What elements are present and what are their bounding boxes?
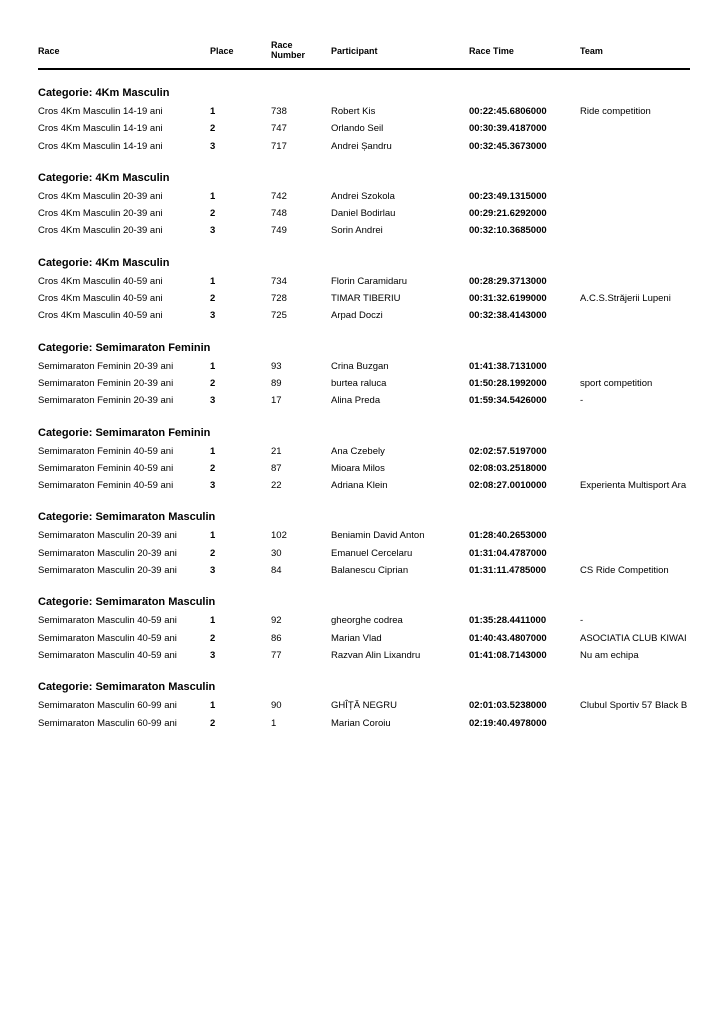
race-time-cell: 00:28:29.3713000 — [469, 275, 547, 287]
race-number-cell: 86 — [271, 632, 282, 644]
place-cell: 2 — [210, 462, 216, 474]
place-cell: 1 — [210, 106, 216, 117]
team-cell: A.C.S.Străjerii Lupeni — [580, 293, 671, 305]
category-title: Categorie: Semimaraton Feminin — [38, 426, 211, 439]
table-row — [38, 478, 690, 495]
race-number-cell: 90 — [271, 700, 282, 712]
race-number-cell: 749 — [271, 225, 287, 237]
participant-cell: gheorghe codrea — [331, 615, 403, 627]
team-cell: Clubul Sportiv 57 Black B — [580, 700, 688, 712]
participant-cell: Marian Coroiu — [331, 717, 391, 729]
race-time-cell: 02:01:03.5238000 — [469, 700, 547, 712]
race-cell: Cros 4Km Masculin 40-59 ani — [38, 293, 163, 305]
participant-cell: Razvan Alin Lixandru — [331, 649, 421, 661]
place-cell: 3 — [210, 310, 216, 322]
race-time-cell: 01:35:28.4411000 — [469, 615, 547, 627]
table-row — [38, 444, 690, 461]
category-group — [38, 256, 690, 326]
place-cell: 2 — [210, 547, 216, 559]
team-cell: sport competition — [580, 377, 653, 389]
race-number-cell: 30 — [271, 547, 282, 559]
team-cell: Nu am echipa — [580, 649, 639, 661]
header-participant: Participant — [331, 46, 378, 56]
race-cell: Semimaraton Feminin 20-39 ani — [38, 377, 174, 389]
place-cell: 3 — [210, 649, 216, 661]
race-number-cell: 717 — [271, 140, 287, 152]
results-list — [38, 84, 690, 748]
category-group — [38, 510, 690, 580]
race-time-cell: 01:41:38.7131000 — [469, 360, 547, 372]
place-cell: 3 — [210, 140, 216, 152]
table-header — [38, 36, 690, 70]
race-number-cell: 738 — [271, 106, 287, 117]
table-row — [38, 359, 690, 376]
race-time-cell: 02:19:40.4978000 — [469, 717, 547, 729]
race-time-cell: 00:32:45.3673000 — [469, 140, 547, 152]
header-race-number-line2: Number — [271, 50, 306, 60]
table-row — [38, 631, 690, 648]
team-cell: CS Ride Competition — [580, 565, 669, 577]
race-time-cell: 00:31:32.6199000 — [469, 293, 547, 305]
team-cell: Ride competition — [580, 106, 651, 117]
race-time-cell: 01:31:11.4785000 — [469, 565, 547, 577]
race-number-cell: 92 — [271, 615, 282, 627]
header-race-time: Race Time — [469, 46, 514, 56]
category-title: Categorie: Semimaraton Feminin — [38, 341, 211, 354]
participant-cell: Ana Czebely — [331, 445, 385, 457]
race-cell: Cros 4Km Masculin 40-59 ani — [38, 275, 163, 287]
place-cell: 1 — [210, 275, 216, 287]
race-cell: Semimaraton Feminin 40-59 ani — [38, 445, 174, 457]
race-time-cell: 00:30:39.4187000 — [469, 123, 547, 135]
category-title: Categorie: 4Km Masculin — [38, 87, 170, 99]
table-row — [38, 291, 690, 308]
race-cell: Cros 4Km Masculin 14-19 ani — [38, 123, 163, 135]
race-time-cell: 01:50:28.1992000 — [469, 377, 547, 389]
race-cell: Semimaraton Feminin 20-39 ani — [38, 360, 174, 372]
race-cell: Semimaraton Masculin 20-39 ani — [38, 565, 177, 577]
participant-cell: Adriana Klein — [331, 480, 388, 492]
team-cell: - — [580, 615, 584, 627]
table-row — [38, 528, 690, 545]
race-number-cell: 747 — [271, 123, 287, 135]
header-team: Team — [580, 46, 603, 56]
table-row — [38, 104, 690, 121]
race-cell: Cros 4Km Masculin 14-19 ani — [38, 106, 163, 117]
race-time-cell: 02:08:27.0010000 — [469, 480, 547, 492]
category-title: Categorie: 4Km Masculin — [38, 256, 170, 269]
place-cell: 2 — [210, 377, 216, 389]
participant-cell: Andrei Szokola — [331, 190, 395, 202]
table-row — [38, 563, 690, 580]
category-title: Categorie: Semimaraton Masculin — [38, 596, 216, 609]
race-cell: Semimaraton Masculin 40-59 ani — [38, 649, 177, 661]
category-title: Categorie: Semimaraton Masculin — [38, 681, 216, 694]
table-row — [38, 121, 690, 138]
header-race-number — [271, 40, 321, 60]
race-time-cell: 00:29:21.6292000 — [469, 208, 547, 220]
participant-cell: Crina Buzgan — [331, 360, 389, 372]
place-cell: 3 — [210, 225, 216, 237]
race-time-cell: 01:41:08.7143000 — [469, 649, 547, 661]
participant-cell: Daniel Bodirlau — [331, 208, 396, 220]
place-cell: 2 — [210, 123, 216, 135]
race-number-cell: 87 — [271, 462, 282, 474]
race-number-cell: 728 — [271, 293, 287, 305]
team-cell: Experienta Multisport Ara — [580, 480, 687, 492]
header-race: Race — [38, 46, 60, 56]
race-number-cell: 102 — [271, 530, 287, 542]
participant-cell: Arpad Doczi — [331, 310, 383, 322]
participant-cell: Andrei Șandru — [331, 140, 392, 152]
race-number-cell: 17 — [271, 395, 282, 407]
category-group — [38, 341, 690, 411]
header-race-number-line1: Race — [271, 40, 293, 50]
participant-cell: TIMAR TIBERIU — [331, 293, 401, 305]
team-cell: - — [580, 395, 584, 407]
participant-cell: Florin Caramidaru — [331, 275, 408, 287]
table-row — [38, 189, 690, 206]
race-cell: Cros 4Km Masculin 20-39 ani — [38, 225, 163, 237]
race-cell: Semimaraton Masculin 60-99 ani — [38, 700, 177, 712]
table-row — [38, 546, 690, 563]
team-cell: ASOCIATIA CLUB KIWAI — [580, 632, 687, 644]
race-cell: Semimaraton Feminin 20-39 ani — [38, 395, 174, 407]
category-title: Categorie: 4Km Masculin — [38, 171, 170, 184]
place-cell: 2 — [210, 632, 216, 644]
race-cell: Semimaraton Feminin 40-59 ani — [38, 462, 174, 474]
race-number-cell: 84 — [271, 565, 282, 577]
participant-cell: Mioara Milos — [331, 462, 385, 474]
table-row — [38, 376, 690, 393]
place-cell: 3 — [210, 565, 216, 577]
race-time-cell: 00:23:49.1315000 — [469, 190, 547, 202]
race-cell: Cros 4Km Masculin 14-19 ani — [38, 140, 163, 152]
race-time-cell: 01:59:34.5426000 — [469, 395, 547, 407]
participant-cell: Orlando Seil — [331, 123, 384, 135]
place-cell: 1 — [210, 190, 216, 202]
category-title: Categorie: Semimaraton Masculin — [38, 511, 216, 524]
race-time-cell: 02:08:03.2518000 — [469, 462, 547, 474]
race-number-cell: 93 — [271, 360, 282, 372]
table-row — [38, 461, 690, 478]
table-row — [38, 716, 690, 733]
place-cell: 2 — [210, 208, 216, 220]
participant-cell: Alina Preda — [331, 395, 381, 407]
table-row — [38, 139, 690, 156]
place-cell: 1 — [210, 615, 216, 627]
race-number-cell: 22 — [271, 480, 282, 492]
race-cell: Semimaraton Masculin 60-99 ani — [38, 717, 177, 729]
race-number-cell: 89 — [271, 377, 282, 389]
race-cell: Semimaraton Masculin 40-59 ani — [38, 615, 177, 627]
race-time-cell: 01:28:40.2653000 — [469, 530, 547, 542]
table-row — [38, 274, 690, 291]
place-cell: 1 — [210, 700, 216, 712]
race-number-cell: 725 — [271, 310, 287, 322]
place-cell: 2 — [210, 717, 216, 729]
table-row — [38, 206, 690, 223]
category-group — [38, 171, 690, 241]
place-cell: 1 — [210, 530, 216, 542]
participant-cell: GHÎȚĂ NEGRU — [331, 700, 397, 712]
race-time-cell: 02:02:57.5197000 — [469, 445, 547, 457]
category-group — [38, 680, 690, 733]
race-number-cell: 742 — [271, 190, 287, 202]
race-time-cell: 00:32:38.4143000 — [469, 310, 547, 322]
race-time-cell: 01:40:43.4807000 — [469, 632, 547, 644]
table-row — [38, 648, 690, 665]
race-number-cell: 748 — [271, 208, 287, 220]
place-cell: 3 — [210, 480, 216, 492]
race-number-cell: 21 — [271, 445, 282, 457]
category-group — [38, 595, 690, 665]
participant-cell: Beniamin David Anton — [331, 530, 425, 542]
race-cell: Cros 4Km Masculin 20-39 ani — [38, 208, 163, 220]
participant-cell: Marian Vlad — [331, 632, 382, 644]
table-row — [38, 223, 690, 240]
participant-cell: Robert Kis — [331, 106, 376, 117]
race-number-cell: 1 — [271, 717, 277, 729]
race-cell: Semimaraton Feminin 40-59 ani — [38, 480, 174, 492]
header-place: Place — [210, 46, 234, 56]
table-row — [38, 393, 690, 410]
participant-cell: Emanuel Cercelaru — [331, 547, 413, 559]
race-cell: Cros 4Km Masculin 20-39 ani — [38, 190, 163, 202]
race-time-cell: 00:32:10.3685000 — [469, 225, 547, 237]
race-cell: Cros 4Km Masculin 40-59 ani — [38, 310, 163, 322]
participant-cell: burtea raluca — [331, 377, 387, 389]
race-number-cell: 77 — [271, 649, 282, 661]
table-row — [38, 308, 690, 325]
race-time-cell: 01:31:04.4787000 — [469, 547, 547, 559]
place-cell: 2 — [210, 293, 216, 305]
race-cell: Semimaraton Masculin 20-39 ani — [38, 547, 177, 559]
race-time-cell: 00:22:45.6806000 — [469, 106, 547, 117]
table-row — [38, 613, 690, 630]
place-cell: 1 — [210, 360, 216, 372]
participant-cell: Balanescu Ciprian — [331, 565, 409, 577]
category-group — [38, 86, 690, 156]
race-number-cell: 734 — [271, 275, 287, 287]
race-cell: Semimaraton Masculin 20-39 ani — [38, 530, 177, 542]
race-cell: Semimaraton Masculin 40-59 ani — [38, 632, 177, 644]
participant-cell: Sorin Andrei — [331, 225, 383, 237]
category-group — [38, 426, 690, 496]
place-cell: 1 — [210, 445, 216, 457]
place-cell: 3 — [210, 395, 216, 407]
table-row — [38, 698, 690, 715]
